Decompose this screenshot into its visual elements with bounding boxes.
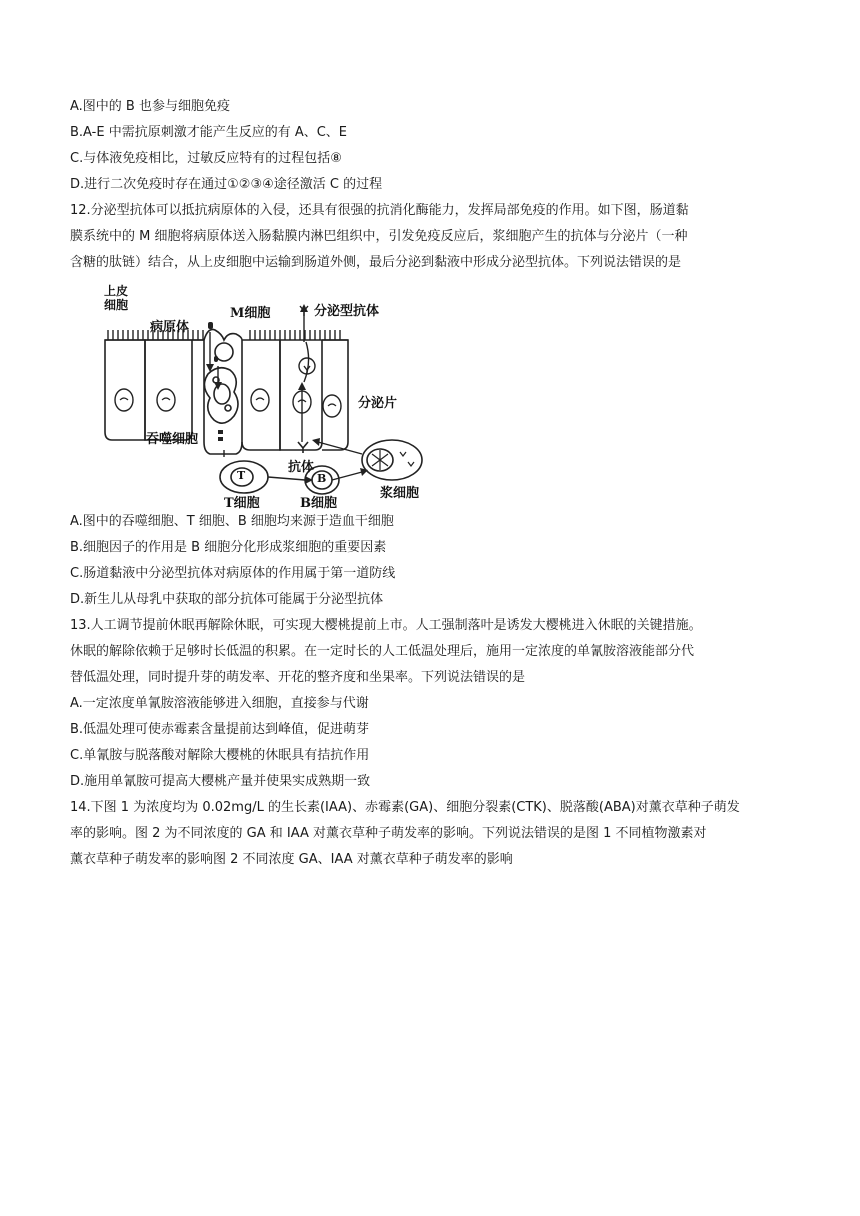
q11-option-c: C.与体液免疫相比，过敏反应特有的过程包括⑧ xyxy=(70,151,342,166)
label-secretory-antibody: 分泌型抗体 xyxy=(314,304,380,319)
epithelial-cells xyxy=(105,340,348,450)
q11-option-b: B.A-E 中需抗原刺激才能产生反应的有 A、C、E xyxy=(70,125,348,140)
label-secretory-piece: 分泌片 xyxy=(358,396,398,411)
immune-diagram xyxy=(100,282,440,511)
label-phagocyte: 吞噬细胞 xyxy=(146,432,199,447)
q14-stem-line: 率的影响。图 2 为不同浓度的 GA 和 IAA 对薰衣草种子萌发率的影响。下列说法错误的是图 1 不同植物激素对 xyxy=(70,826,707,841)
label-b-cell: B细胞 xyxy=(300,496,337,511)
plasma-cell xyxy=(362,440,422,480)
q11-options xyxy=(70,94,800,198)
label-t-cell: T细胞 xyxy=(224,496,260,511)
cell-nuclei xyxy=(115,389,341,417)
label-t-letter: T xyxy=(237,469,246,482)
q13-option-b: B.低温处理可使赤霉素含量提前达到峰值，促进萌芽 xyxy=(70,722,370,737)
q12-options xyxy=(70,509,800,613)
q13-option-c: C.单氰胺与脱落酸对解除大樱桃的休眠具有拮抗作用 xyxy=(70,748,370,763)
q13-option-d: D.施用单氰胺可提高大樱桃产量并使果实成熟期一致 xyxy=(70,774,371,789)
q12-option-b: B.细胞因子的作用是 B 细胞分化形成浆细胞的重要因素 xyxy=(70,540,387,555)
q12-stem-line: 含糖的肽链）结合，从上皮细胞中运输到肠道外侧，最后分泌到黏液中形成分泌型抗体。下列说法错误的是 xyxy=(70,255,682,270)
q11-option-a: A.图中的 B 也参与细胞免疫 xyxy=(70,99,230,114)
q13-stem-line: 13.人工调节提前休眠再解除休眠，可实现大樱桃提前上市。人工强制落叶是诱发大樱桃进入休眠的关键措施。 xyxy=(70,618,702,633)
label-plasma-cell: 浆细胞 xyxy=(380,486,420,501)
q12-stem-line: 12.分泌型抗体可以抵抗病原体的入侵，还具有很强的抗消化酶能力，发挥局部免疫的作用。如下图，肠道黏 xyxy=(70,203,689,218)
q13-option-a: A.一定浓度单氰胺溶液能够进入细胞，直接参与代谢 xyxy=(70,696,369,711)
q13-options xyxy=(70,691,800,795)
exam-page xyxy=(70,94,800,873)
q13-stem xyxy=(70,613,800,691)
q12-option-d: D.新生儿从母乳中获取的部分抗体可能属于分泌型抗体 xyxy=(70,592,384,607)
q12-stem-line: 膜系统中的 M 细胞将病原体送入肠黏膜内淋巴组织中，引发免疫反应后，浆细胞产生的抗体与分泌片（一种 xyxy=(70,229,688,244)
q13-stem-line: 替低温处理，同时提升芽的萌发率、开花的整齐度和坐果率。下列说法错误的是 xyxy=(70,670,526,685)
q12-option-a: A.图中的吞噬细胞、T 细胞、B 细胞均来源于造血干细胞 xyxy=(70,514,394,529)
label-m-cell: M细胞 xyxy=(230,306,271,321)
label-epithelial-line2: 细胞 xyxy=(104,298,129,312)
label-epithelial-line1: 上皮 xyxy=(104,284,129,298)
q14-stem xyxy=(70,795,800,873)
q11-option-d: D.进行二次免疫时存在通过①②③④途径激活 C 的过程 xyxy=(70,177,383,192)
label-b-letter: B xyxy=(317,472,327,485)
label-epithelial-cell xyxy=(104,284,128,312)
label-pathogen: 病原体 xyxy=(150,320,190,335)
label-antibody: 抗体 xyxy=(288,460,315,475)
q14-stem-line: 14.下图 1 为浓度均为 0.02mg/L 的生长素(IAA)、赤霉素(GA)、细胞分裂素(CTK)、脱落酸(ABA)对薰衣草种子萌发 xyxy=(70,800,740,815)
q12-option-c: C.肠道黏液中分泌型抗体对病原体的作用属于第一道防线 xyxy=(70,566,396,581)
q14-stem-line: 薰衣草种子萌发率的影响图 2 不同浓度 GA、IAA 对薰衣草种子萌发率的影响 xyxy=(70,852,513,867)
q12-stem xyxy=(70,198,800,276)
q13-stem-line: 休眠的解除依赖于足够时长低温的积累。在一定时长的人工低温处理后，施用一定浓度的单氰胺溶液能部分代 xyxy=(70,644,695,659)
